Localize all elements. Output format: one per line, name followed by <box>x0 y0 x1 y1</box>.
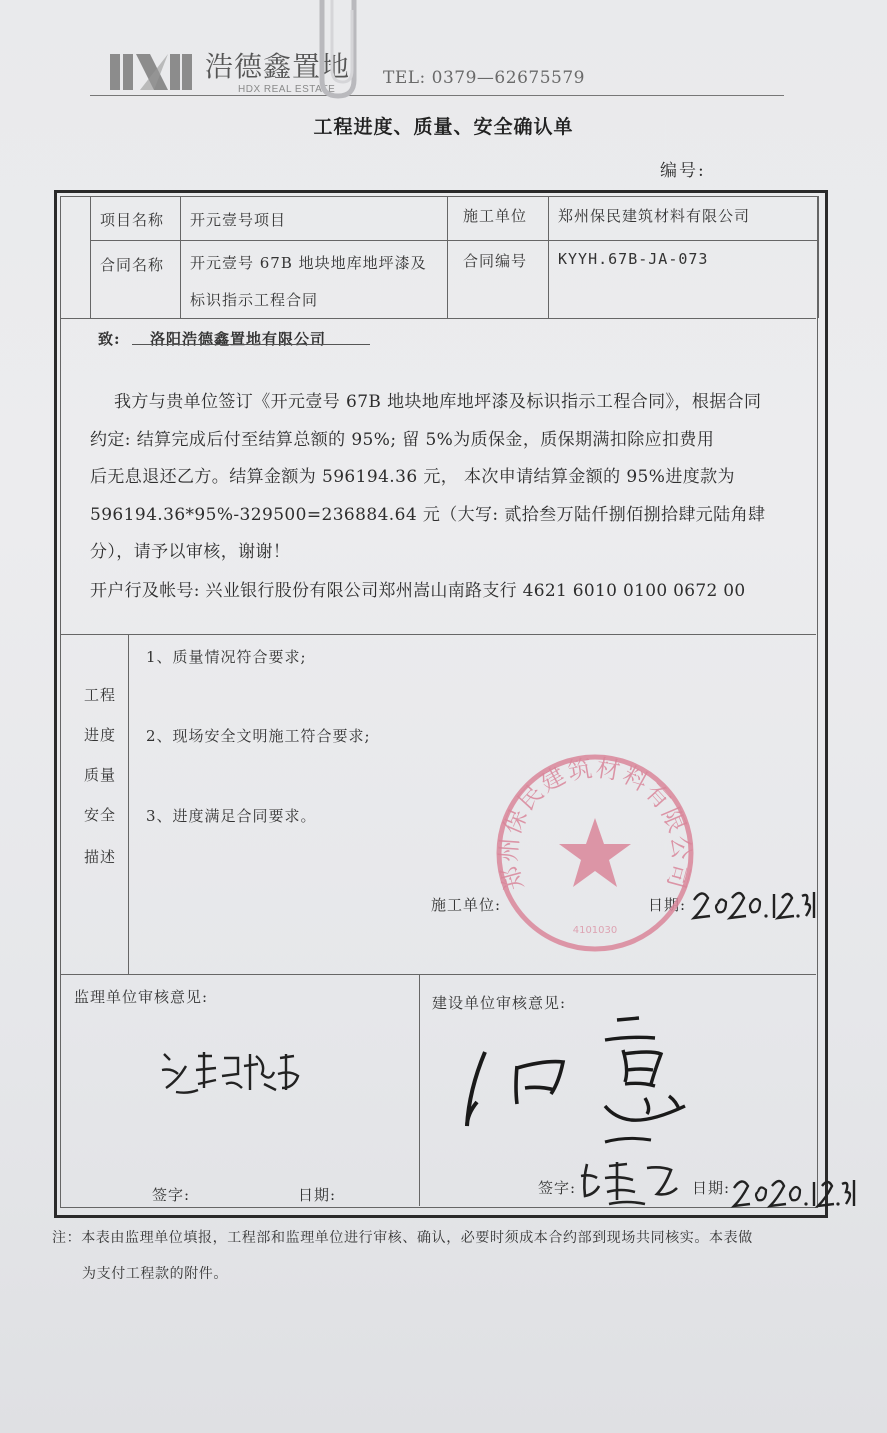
paragraph-line: 分），请予以审核，谢谢！ <box>90 542 291 562</box>
table-line <box>818 196 819 318</box>
to-label: 致: <box>98 330 121 348</box>
table-line <box>128 634 129 974</box>
paragraph-line: 约定: 结算完成后付至结算总额的 95%; 留 5%为质保金，质保期满扣除应扣费用 <box>90 429 715 450</box>
description-item: 1、质量情况符合要求; <box>146 648 307 666</box>
telephone: TEL: 0379—62675579 <box>383 68 585 88</box>
footnote-line1: 注：本表由监理单位填报，工程部和监理单位进行审核、确认，必要时须成本合约部到现场共同核实。本表做 <box>52 1230 753 1246</box>
paragraph-line: 596194.36*95%-329500=236884.64 元（大写: 贰拾叁万陆仟捌佰捌拾肆元陆角肆 <box>90 504 766 525</box>
table-line <box>60 634 816 635</box>
description-item: 2、现场安全文明施工符合要求; <box>146 727 371 745</box>
table-line <box>548 196 549 318</box>
contract-name-line1: 开元壹号 67B 地块地库地坪漆及 <box>190 254 427 272</box>
company-seal-icon <box>490 748 700 958</box>
table-line <box>419 974 420 1206</box>
table-line <box>90 196 91 318</box>
bank-account: 开户行及帐号: 兴业银行股份有限公司郑州嵩山南路支行 4621 6010 0100 0672 00 <box>90 581 746 601</box>
header-divider <box>90 95 784 96</box>
owner-opinion-label: 建设单位审核意见: <box>432 994 567 1012</box>
side-label-line: 进度 <box>84 726 117 744</box>
handwritten-date-contractor <box>690 878 820 928</box>
paragraph-line: 后无息退还乙方。结算金额为 596194.36 元， 本次申请结算金额的 95%进度款为 <box>90 467 735 487</box>
side-label-line: 描述 <box>84 848 117 866</box>
contractor-label: 施工单位 <box>463 207 528 225</box>
supervisor-handwriting <box>158 1044 308 1100</box>
paragraph-line: 我方与贵单位签订《开元壹号 67B 地块地库地坪漆及标识指示工程合同》，根据合同 <box>114 392 762 412</box>
table-line <box>60 974 816 975</box>
contract-name-label: 合同名称 <box>100 256 165 274</box>
contractor-sign-label: 施工单位: <box>431 896 502 914</box>
to-underline <box>132 344 370 345</box>
company-logo-name: 浩德鑫置地 <box>205 50 351 83</box>
request-paragraph <box>90 384 818 572</box>
owner-handwriting <box>455 1010 715 1160</box>
supervisor-date-label: 日期: <box>298 1186 337 1204</box>
supervisor-sign-label: 签字: <box>152 1186 191 1204</box>
svg-text:4101030: 4101030 <box>572 925 618 936</box>
table-line <box>60 318 816 319</box>
owner-sign-label: 签字: <box>538 1179 577 1197</box>
owner-signature <box>575 1156 685 1212</box>
table-line <box>180 196 181 318</box>
table-line <box>447 196 448 318</box>
svg-text:郑州保民建筑材料有限公司: 郑州保民建筑材料有限公司 <box>494 753 696 894</box>
owner-date-label: 日期: <box>692 1179 731 1197</box>
contract-number-value: KYYH.67B-JA-073 <box>558 250 709 268</box>
contractor-date-label: 日期: <box>648 896 687 914</box>
project-name-label: 项目名称 <box>100 211 165 229</box>
contract-name-line2: 标识指示工程合同 <box>190 291 319 309</box>
company-logo-english: HDX REAL ESTATE <box>238 84 336 95</box>
document-title: 工程进度、质量、安全确认单 <box>313 116 574 138</box>
description-item: 3、进度满足合同要求。 <box>146 807 317 825</box>
logo-mark-icon <box>110 50 192 94</box>
side-label-line: 安全 <box>84 806 117 824</box>
supervisor-opinion-label: 监理单位审核意见: <box>74 988 209 1006</box>
paperclip-icon <box>312 0 364 100</box>
table-line <box>90 240 818 241</box>
project-name-value: 开元壹号项目 <box>190 211 287 229</box>
serial-number-label: 编号: <box>660 161 706 181</box>
contractor-value: 郑州保民建筑材料有限公司 <box>558 207 751 225</box>
contract-number-label: 合同编号 <box>463 252 528 270</box>
handwritten-date-owner <box>730 1170 860 1214</box>
footnote-line2: 为支付工程款的附件。 <box>82 1266 228 1282</box>
side-label-line: 工程 <box>84 686 117 704</box>
side-label-line: 质量 <box>84 766 117 784</box>
to-value: 洛阳浩德鑫置地有限公司 <box>150 330 327 348</box>
